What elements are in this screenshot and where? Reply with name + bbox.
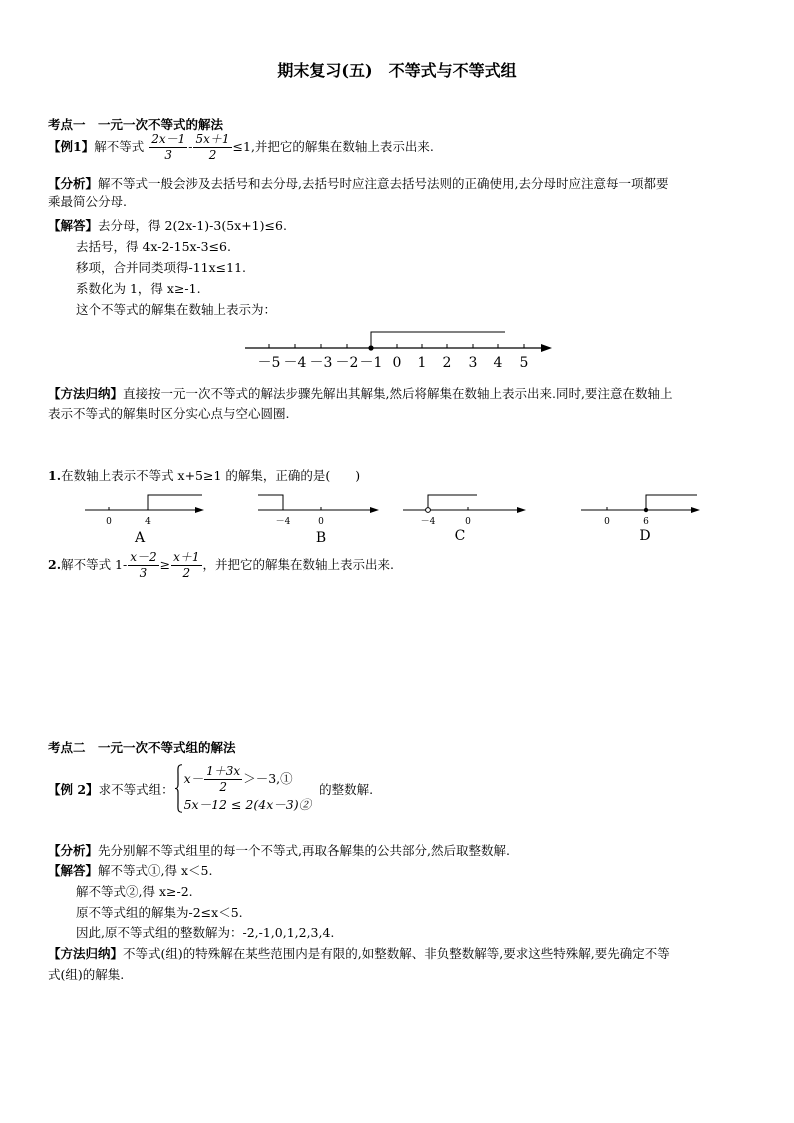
option-letter: C bbox=[454, 528, 466, 544]
solution2-line1 bbox=[48, 862, 212, 880]
question2-frac2: $\frac{x+1}{2}$ bbox=[173, 550, 200, 580]
question2-frac1: $\frac{x-2}{3}$ bbox=[130, 550, 157, 580]
question2-ge: ≥ bbox=[159, 557, 171, 572]
option-d-number-line[interactable] bbox=[578, 488, 708, 548]
option-letter: A bbox=[134, 530, 146, 546]
axis-arrow bbox=[517, 507, 526, 513]
solution-set-bracket bbox=[371, 332, 505, 348]
inequality-2: 5x－12 ≤ 2(4x－3)② bbox=[183, 797, 312, 812]
question1-number: 1. bbox=[48, 468, 62, 483]
solution-set-bracket bbox=[428, 495, 477, 510]
example1-frac1: $\frac{2x-1}{3}$ bbox=[151, 132, 186, 162]
method1-line1: 直接按一元一次不等式的解法步骤先解出其解集,然后将解集在数轴上表示出来.同时,要注意在数轴上 bbox=[123, 386, 673, 401]
axis-arrow bbox=[541, 344, 552, 352]
tick-label: 4 bbox=[145, 517, 151, 527]
example1-post: ≤1,并把它的解集在数轴上表示出来. bbox=[232, 139, 434, 154]
example1-tag: 【例1】 bbox=[48, 139, 95, 154]
option-b-number-line[interactable] bbox=[255, 488, 385, 548]
example2-tag: 【例 2】 bbox=[48, 781, 99, 797]
solution2-tag: 【解答】 bbox=[48, 863, 99, 878]
inequality-system bbox=[174, 764, 312, 813]
option-a-number-line[interactable] bbox=[80, 488, 210, 548]
option-letter: B bbox=[315, 530, 327, 546]
solution1-step: 去括号，得 4x-2-15x-3≤6. bbox=[76, 239, 231, 254]
number-line-example1 bbox=[240, 325, 560, 375]
example2 bbox=[48, 764, 373, 828]
analysis2 bbox=[48, 842, 510, 860]
tick-label: －4 bbox=[420, 517, 436, 527]
tick-label: 0 bbox=[106, 517, 112, 527]
method2-line1: 不等式(组)的特殊解在某些范围内是有限的,如整数解、非负整数解等,要求这些特殊解,要先确定不等 bbox=[123, 946, 670, 961]
example2-post: 的整数解. bbox=[319, 781, 374, 797]
example1-frac2: $\frac{5x+1}{2}$ bbox=[195, 132, 230, 162]
method1 bbox=[48, 385, 672, 403]
left-brace bbox=[174, 764, 183, 813]
question1 bbox=[48, 467, 360, 485]
solution1-tag: 【解答】 bbox=[48, 218, 99, 233]
analysis1-tag: 【分析】 bbox=[48, 176, 99, 191]
analysis2-text: 先分别解不等式组里的每一个不等式,再取各解集的公共部分,然后取整数解. bbox=[98, 843, 510, 858]
solution1-step: 移项，合并同类项得-11x≤11. bbox=[76, 260, 247, 275]
analysis2-tag: 【分析】 bbox=[48, 843, 99, 858]
tick-label: 1 bbox=[417, 355, 427, 371]
tick-label: 3 bbox=[468, 355, 478, 371]
solution1-line1 bbox=[48, 217, 287, 235]
solution-set-bracket bbox=[148, 495, 202, 510]
page-title: 期末复习(五) 不等式与不等式组 bbox=[277, 61, 517, 80]
tick-label: －2 bbox=[335, 355, 359, 371]
section1-heading: 考点一 一元一次不等式的解法 bbox=[48, 117, 224, 132]
tick-label: 0 bbox=[392, 355, 402, 371]
analysis1-line2: 乘最简公分母. bbox=[48, 194, 127, 209]
tick-label: 0 bbox=[318, 517, 324, 527]
tick-label: 6 bbox=[643, 517, 649, 527]
inequality-1: x－ $\frac{1+3x}{2}$ ＞－3,① bbox=[183, 764, 293, 794]
tick-label: －3 bbox=[309, 355, 333, 371]
question1-text: 在数轴上表示不等式 x+5≥1 的解集，正确的是( ) bbox=[61, 468, 361, 483]
example1-minus: - bbox=[188, 139, 193, 154]
method2-tag: 【方法归纳】 bbox=[48, 946, 124, 961]
example1-pre: 解不等式 bbox=[94, 139, 145, 154]
question2-post: ，并把它的解集在数轴上表示出来. bbox=[202, 557, 394, 572]
hollow-point bbox=[426, 508, 431, 513]
example1 bbox=[48, 132, 434, 163]
example2-pre: 求不等式组： bbox=[98, 781, 174, 797]
section2-heading: 考点二 一元一次不等式组的解法 bbox=[48, 740, 236, 755]
method1-line2: 表示不等式的解集时区分实心点与空心圆圈. bbox=[48, 406, 290, 421]
analysis1-line1: 解不等式一般会涉及去括号和去分母,去括号时应注意去括号法则的正确使用,去分母时应注意每一项都要 bbox=[98, 176, 669, 191]
tick-label: －4 bbox=[275, 517, 291, 527]
solution1-step: 系数化为 1，得 x≥-1. bbox=[76, 281, 201, 296]
method1-tag: 【方法归纳】 bbox=[48, 386, 124, 401]
question2-pre: 解不等式 1- bbox=[61, 557, 128, 572]
axis-arrow bbox=[370, 507, 379, 513]
axis-labels bbox=[258, 355, 529, 371]
solution2-step: 解不等式②,得 x≥-2. bbox=[76, 884, 193, 899]
solution-set-bracket bbox=[646, 495, 697, 510]
solid-point bbox=[644, 508, 648, 512]
solution-set-bracket bbox=[258, 495, 283, 510]
tick-label: 4 bbox=[493, 355, 503, 371]
tick-label: 0 bbox=[465, 517, 471, 527]
tick-label: －5 bbox=[257, 355, 281, 371]
solution2-step: 解不等式①,得 x＜5. bbox=[98, 863, 213, 878]
question2-number: 2. bbox=[48, 557, 62, 572]
method2-line2: 式(组)的解集. bbox=[48, 967, 125, 982]
solution1-step: 去分母，得 2(2x-1)-3(5x+1)≤6. bbox=[98, 218, 287, 233]
tick-label: －4 bbox=[283, 355, 307, 371]
question2 bbox=[48, 550, 394, 581]
tick-label: 2 bbox=[442, 355, 452, 371]
method2 bbox=[48, 945, 670, 963]
solution2-step: 因此,原不等式组的整数解为：-2,-1,0,1,2,3,4. bbox=[76, 925, 335, 940]
solution2-step: 原不等式组的解集为-2≤x＜5. bbox=[76, 905, 243, 920]
axis-arrow bbox=[195, 507, 204, 513]
option-letter: D bbox=[639, 528, 651, 544]
axis-arrow bbox=[691, 507, 700, 513]
solution1-step: 这个不等式的解集在数轴上表示为： bbox=[76, 302, 277, 317]
tick-label: －1 bbox=[359, 355, 383, 371]
solid-point bbox=[368, 345, 373, 350]
option-c-number-line[interactable] bbox=[400, 488, 532, 548]
tick-label: 5 bbox=[519, 355, 529, 371]
analysis1 bbox=[48, 175, 668, 193]
axis-ticks bbox=[269, 344, 524, 348]
tick-label: 0 bbox=[604, 517, 610, 527]
